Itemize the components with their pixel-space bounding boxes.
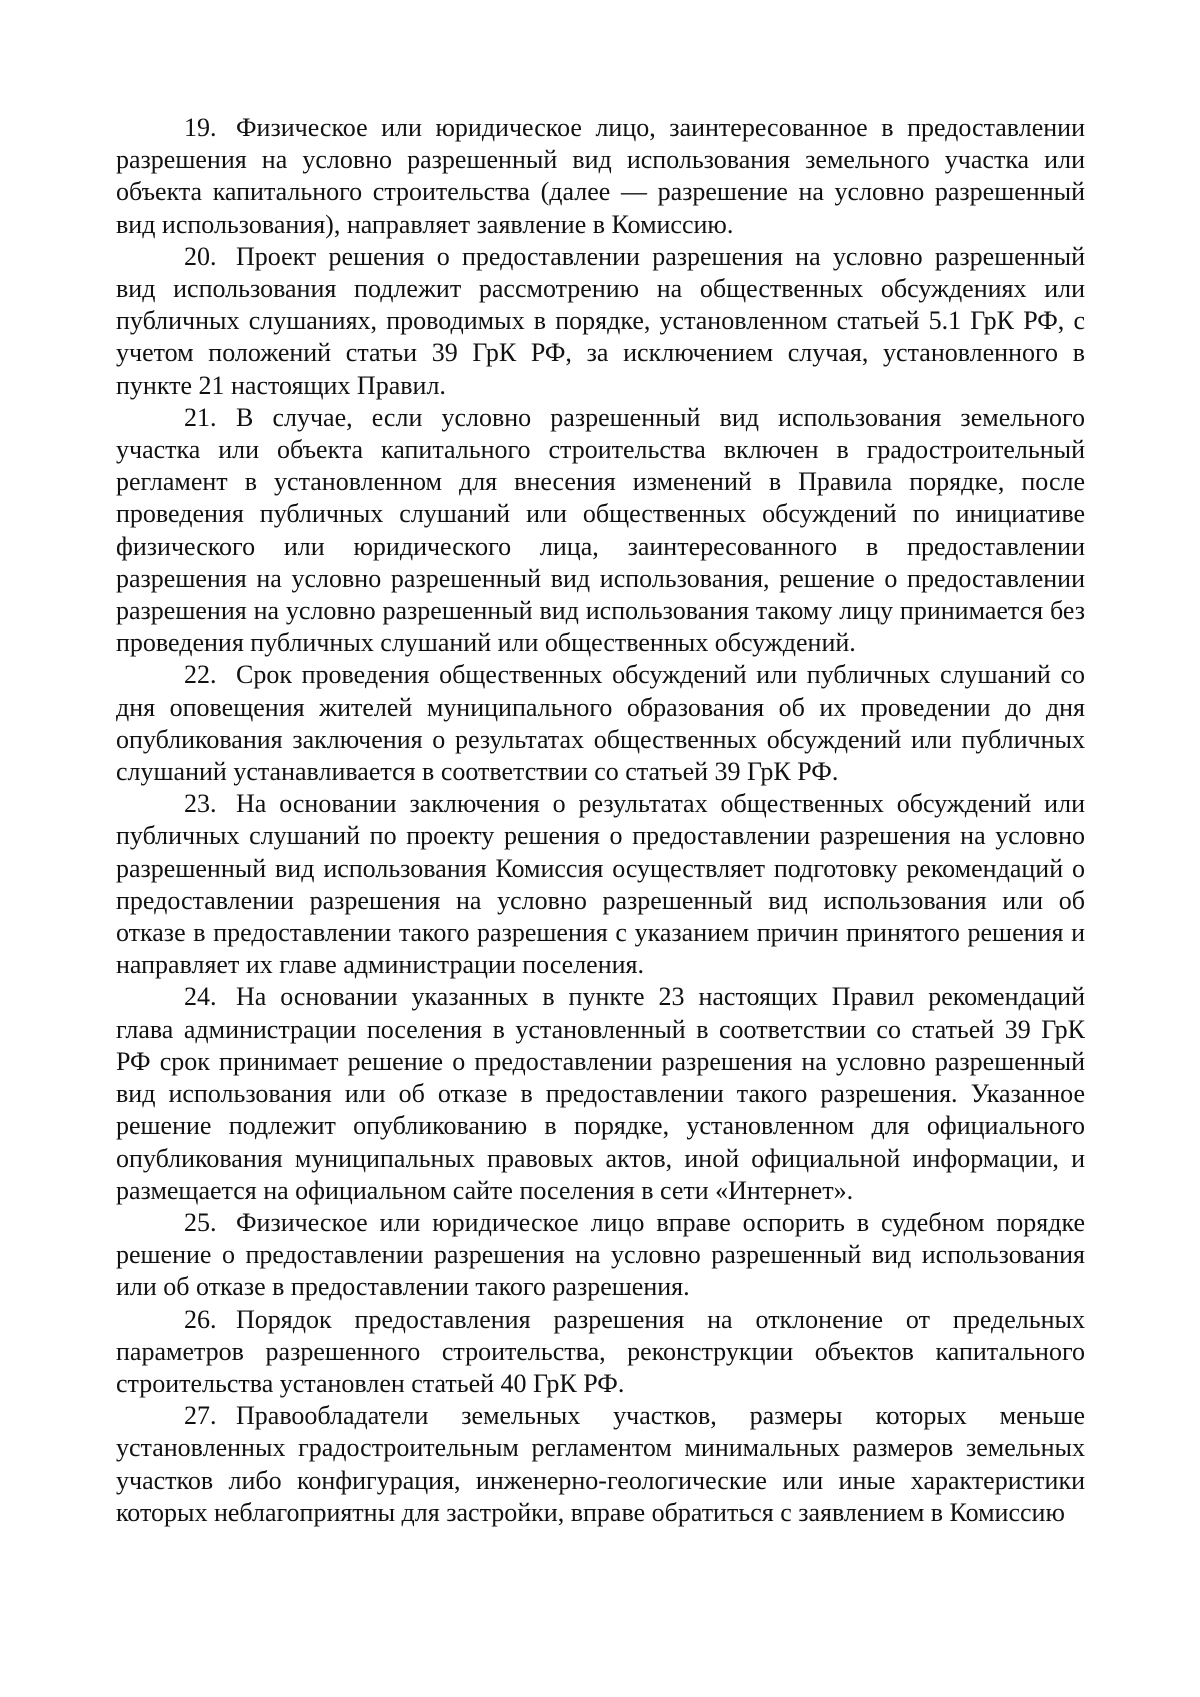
paragraph-27 (116, 1400, 1085, 1529)
paragraph-21 (116, 402, 1085, 660)
paragraph-24 (116, 981, 1085, 1206)
paragraph-number: 23. (184, 789, 217, 819)
paragraph-23 (116, 788, 1085, 981)
paragraph-number: 20. (184, 241, 217, 271)
paragraph-text: На основании указанных в пункте 23 настоящих Правил рекомендаций глава администрации поселения в установленный в соответствии со статьей 39 ГрК РФ срок принимает решение о предоставлении разрешения на условно разрешенный вид использования или об отказе в предоставлении такого разрешения. Указанное решение подлежит опубликованию в порядке, установленном для официального опубликования муниципальных правовых актов, иной официальной информации, и размещается на официальном сайте поселения в сети «Интернет». (116, 982, 1085, 1205)
paragraph-number: 24. (184, 982, 217, 1012)
paragraph-text: Проект решения о предоставлении разрешения на условно разрешенный вид использования подлежит рассмотрению на общественных обсуждениях или публичных слушаниях, проводимых в порядке, установленном статьей 5.1 ГрК РФ, с учетом положений статьи 39 ГрК РФ, за исключением случая, установленного в пункте 21 настоящих Правил. (116, 241, 1085, 400)
paragraph-text: На основании заключения о результатах общественных обсуждений или публичных слушаний по проекту решения о предоставлении разрешения на условно разрешенный вид использования Комиссия осуществляет подготовку рекомендаций о предоставлении разрешения на условно разрешенный вид использования или об отказе в предоставлении такого разрешения с указанием причин принятого решения и направляет их главе администрации поселения. (116, 789, 1085, 980)
paragraph-text: Правообладатели земельных участков, размеры которых меньше установленных градостроительным регламентом минимальных размеров земельных участков либо конфигурация, инженерно-геологические или иные характеристики которых неблагоприятны для застройки, вправе обратиться с заявлением в Комиссию (116, 1401, 1085, 1527)
paragraph-22 (116, 659, 1085, 788)
paragraph-number: 21. (184, 402, 217, 432)
paragraph-26 (116, 1304, 1085, 1401)
paragraph-number: 22. (184, 660, 217, 690)
paragraph-number: 25. (184, 1207, 217, 1237)
paragraph-text: Порядок предоставления разрешения на отклонение от предельных параметров разрешенного строительства, реконструкции объектов капитального строительства установлен статьей 40 ГрК РФ. (116, 1304, 1085, 1398)
paragraph-25 (116, 1207, 1085, 1304)
paragraph-19 (116, 112, 1085, 241)
paragraph-text: Физическое или юридическое лицо, заинтересованное в предоставлении разрешения на условно разрешенный вид использования земельного участка или объекта капитального строительства (далее — разрешение на условно разрешенный вид использования), направляет заявление в Комиссию. (116, 113, 1085, 239)
paragraph-text: В случае, если условно разрешенный вид использования земельного участка или объекта капитального строительства включен в градостроительный регламент в установленном для внесения изменений в Правила порядке, после проведения публичных слушаний или общественных обсуждений по инициативе физического или юридического лица, заинтересованного в предоставлении разрешения на условно разрешенный вид использования, решение о предоставлении разрешения на условно разрешенный вид использования такому лицу принимается без проведения публичных слушаний или общественных обсуждений. (116, 402, 1085, 658)
paragraph-text: Срок проведения общественных обсуждений или публичных слушаний со дня оповещения жителей муниципального образования об их проведении до дня опубликования заключения о результатах общественных обсуждений или публичных слушаний устанавливается в соответствии со статьей 39 ГрК РФ. (116, 660, 1085, 787)
document-page (116, 112, 1085, 1529)
paragraph-number: 27. (184, 1401, 217, 1431)
paragraph-number: 26. (184, 1304, 217, 1334)
paragraph-20 (116, 241, 1085, 402)
paragraph-number: 19. (184, 113, 217, 142)
paragraph-text: Физическое или юридическое лицо вправе оспорить в судебном порядке решение о предоставлении разрешения на условно разрешенный вид использования или об отказе в предоставлении такого разрешения. (116, 1207, 1085, 1302)
